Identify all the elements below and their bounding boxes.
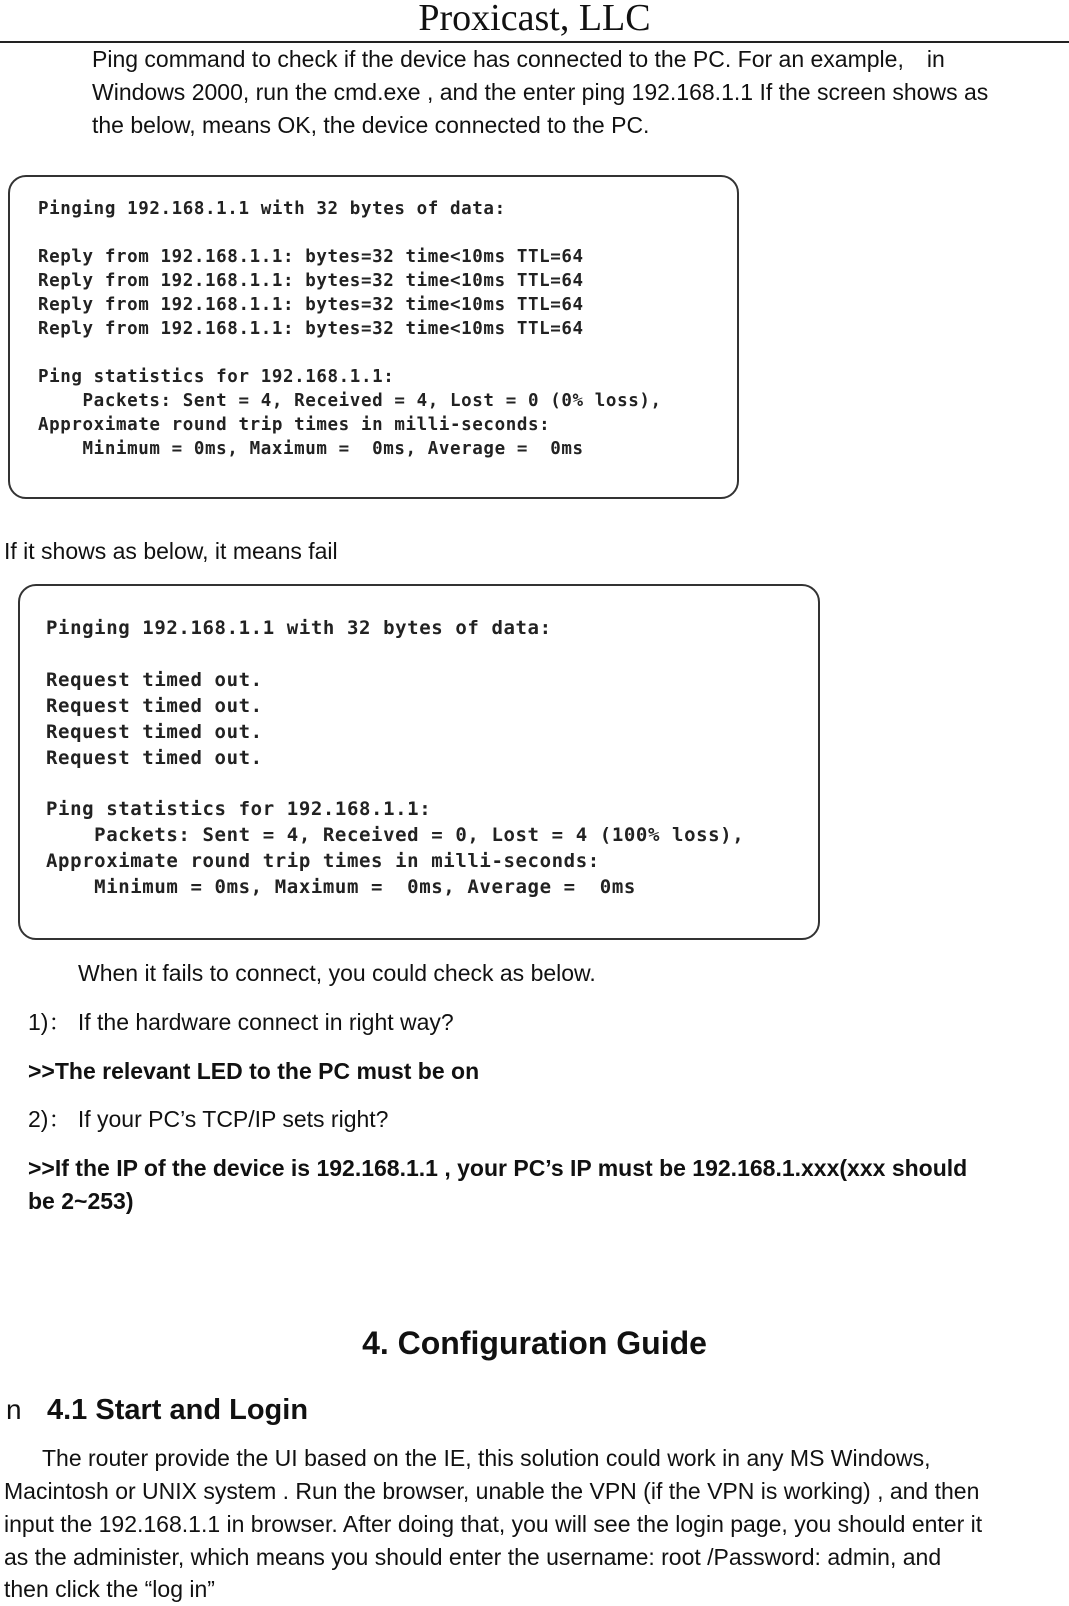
terminal-line: Request timed out. xyxy=(46,721,263,743)
page-header-title: Proxicast, LLC xyxy=(418,0,651,39)
intro-line-3: the below, means OK, the device connected to the PC. xyxy=(92,112,650,138)
body-line-5: then click the “log in” xyxy=(4,1576,215,1602)
terminal-line: Reply from 192.168.1.1: bytes=32 time<10ms TTL=64 xyxy=(38,295,584,315)
terminal-line: Ping statistics for 192.168.1.1: xyxy=(46,798,432,820)
terminal-line: Reply from 192.168.1.1: bytes=32 time<10ms TTL=64 xyxy=(38,271,584,291)
fail-intro-text: If it shows as below, it means fail xyxy=(4,538,338,564)
terminal-line: Reply from 192.168.1.1: bytes=32 time<10ms TTL=64 xyxy=(38,247,584,267)
intro-line-1: Ping command to check if the device has connected to the PC. For an example, in xyxy=(92,46,945,72)
body-line-2: Macintosh or UNIX system . Run the browser, unable the VPN (if the VPN is working) , and then xyxy=(4,1478,980,1504)
terminal-line: Request timed out. xyxy=(46,747,263,769)
ping-success-terminal xyxy=(8,175,739,499)
body-line-1: The router provide the UI based on the IE, this solution could work in any MS Windows, xyxy=(42,1445,931,1471)
terminal-line: Reply from 192.168.1.1: bytes=32 time<10ms TTL=64 xyxy=(38,319,584,339)
terminal-line: Pinging 192.168.1.1 with 32 bytes of data: xyxy=(46,617,552,639)
terminal-line: Approximate round trip times in milli-seconds: xyxy=(46,850,600,872)
intro-line-2: Windows 2000, run the cmd.exe , and the enter ping 192.168.1.1 If the screen shows as xyxy=(92,79,989,105)
check-question-2: 2)： If your PC’s TCP/IP sets right? xyxy=(28,1106,389,1132)
terminal-line: Request timed out. xyxy=(46,669,263,691)
terminal-line: Minimum = 0ms, Maximum = 0ms, Average = 0ms xyxy=(46,876,636,898)
check-question-1: 1)： If the hardware connect in right way? xyxy=(28,1009,454,1035)
check-intro: When it fails to connect, you could check as below. xyxy=(78,960,596,986)
section-title: 4. Configuration Guide xyxy=(362,1325,707,1361)
ping-fail-terminal xyxy=(18,584,820,940)
terminal-line: Packets: Sent = 4, Received = 0, Lost = 4 (100% loss), xyxy=(46,824,745,846)
body-line-3: input the 192.168.1.1 in browser. After doing that, you will see the login page, you should enter it xyxy=(4,1511,983,1537)
terminal-line: Request timed out. xyxy=(46,695,263,717)
bullet-marker: n xyxy=(6,1394,22,1425)
check-answer-2-line-1: >>If the IP of the device is 192.168.1.1 , your PC’s IP must be 192.168.1.xxx(xxx should xyxy=(28,1155,968,1181)
check-answer-1: >>The relevant LED to the PC must be on xyxy=(28,1058,480,1084)
terminal-line: Packets: Sent = 4, Received = 4, Lost = 0 (0% loss), xyxy=(38,391,662,411)
terminal-line: Ping statistics for 192.168.1.1: xyxy=(38,367,395,387)
terminal-line: Pinging 192.168.1.1 with 32 bytes of data: xyxy=(38,199,506,219)
section-subtitle: 4.1 Start and Login xyxy=(47,1394,309,1426)
terminal-line: Minimum = 0ms, Maximum = 0ms, Average = 0ms xyxy=(38,439,584,459)
terminal-line: Approximate round trip times in milli-seconds: xyxy=(38,415,551,435)
body-line-4: as the administer, which means you should enter the username: root /Password: admin, and xyxy=(4,1544,942,1570)
check-answer-2-line-2: be 2~253) xyxy=(28,1188,134,1214)
